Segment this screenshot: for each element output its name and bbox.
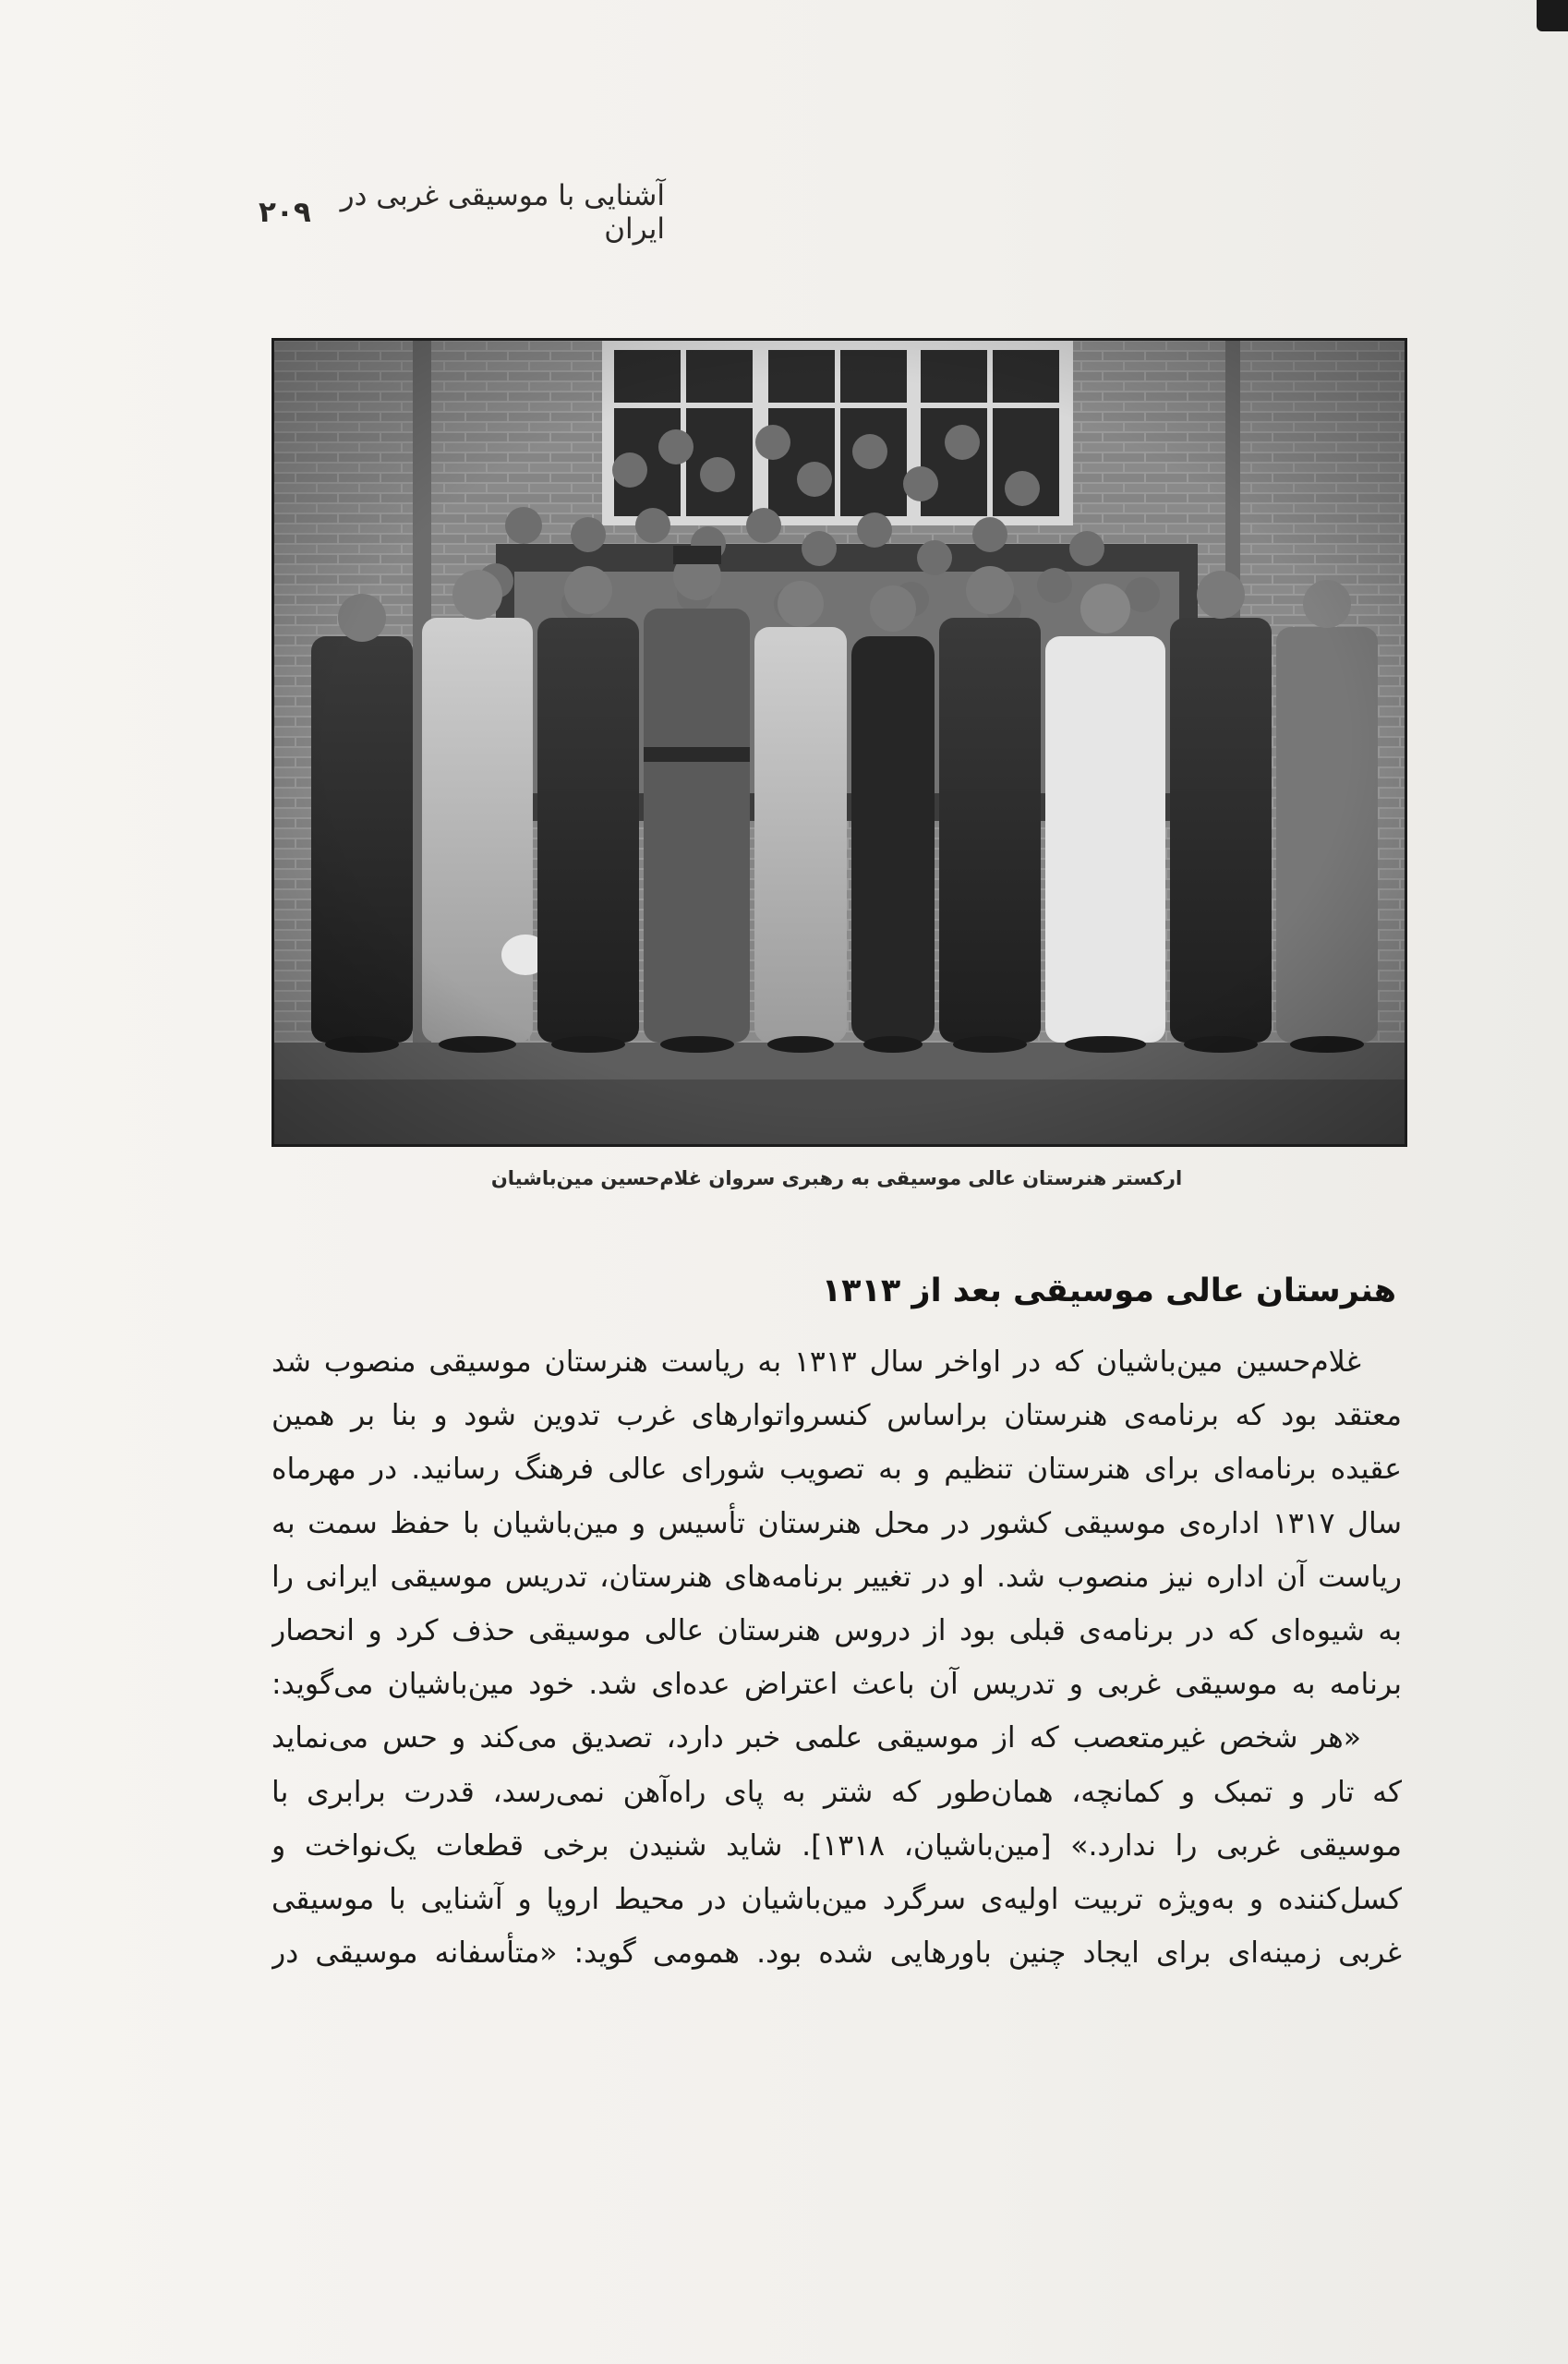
body-line: سال ۱۳۱۷ اداره‌ی موسیقی کشور در محل هنرستان تأسیس و مین‌باشیان با حفظ سمت به [271,1506,1402,1540]
page-number: ۲۰۹ [259,196,311,229]
scan-corner-shadow [1537,0,1568,31]
orchestra-group-photo [271,338,1407,1147]
body-line: «هر شخص غیرمتعصب که از موسیقی علمی خبر دارد، تصدیق می‌کند و حس می‌نماید [271,1721,1361,1755]
group-photo-icon [274,341,1405,1144]
section-heading: هنرستان عالی موسیقی بعد از ۱۳۱۳ [821,1272,1396,1309]
body-line: عقیده برنامه‌ای برای هنرستان تنظیم و به تصویب شورای عالی فرهنگ رسانید. در مهرماه [271,1453,1402,1487]
body-line: معتقد بود که برنامه‌ی هنرستان براساس کنسرواتوارهای غرب تدوین شود و بنا بر همین [271,1399,1402,1433]
photo-caption: ارکستر هنرستان عالی موسیقی به رهبری سروان غلام‌حسین مین‌باشیان [490,1167,1183,1189]
body-line: غلام‌حسین مین‌باشیان که در اواخر سال ۱۳۱۳ به ریاست هنرستان موسیقی منصوب شد [271,1345,1361,1379]
body-line: کسل‌کننده و به‌ویژه تربیت اولیه‌ی سرگرد مین‌باشیان در محیط اروپا و آشنایی با موسیقی [271,1882,1402,1916]
body-line: به شیوه‌ای که در برنامه‌ی قبلی بود از دروس هنرستان عالی موسیقی حذف کرد و انحصار [271,1613,1402,1647]
body-line: غربی زمینه‌ای برای ایجاد چنین باورهایی شده بود. همومی گوید: «متأسفانه موسیقی در [271,1936,1402,1971]
running-header [259,179,665,246]
body-line: برنامه به موسیقی غربی و تدریس آن باعث اعتراض عده‌ای شد. خود مین‌باشیان می‌گوید: [271,1668,1402,1702]
body-text [271,1335,1402,1980]
body-line: ریاست آن اداره نیز منصوب شد. او در تغییر برنامه‌های هنرستان، تدریس موسیقی ایرانی را [271,1560,1402,1594]
running-header-title: آشنایی با موسیقی غربی در ایران [340,179,665,246]
body-line: موسیقی غربی را ندارد.» [مین‌باشیان، ۱۳۱۸]. شاید شنیدن برخی قطعات یک‌نواخت و [271,1828,1402,1863]
body-line: که تار و تمبک و کمانچه، همان‌طور که شتر به پای راه‌آهن نمی‌رسد، قدرت برابری با [271,1775,1402,1809]
